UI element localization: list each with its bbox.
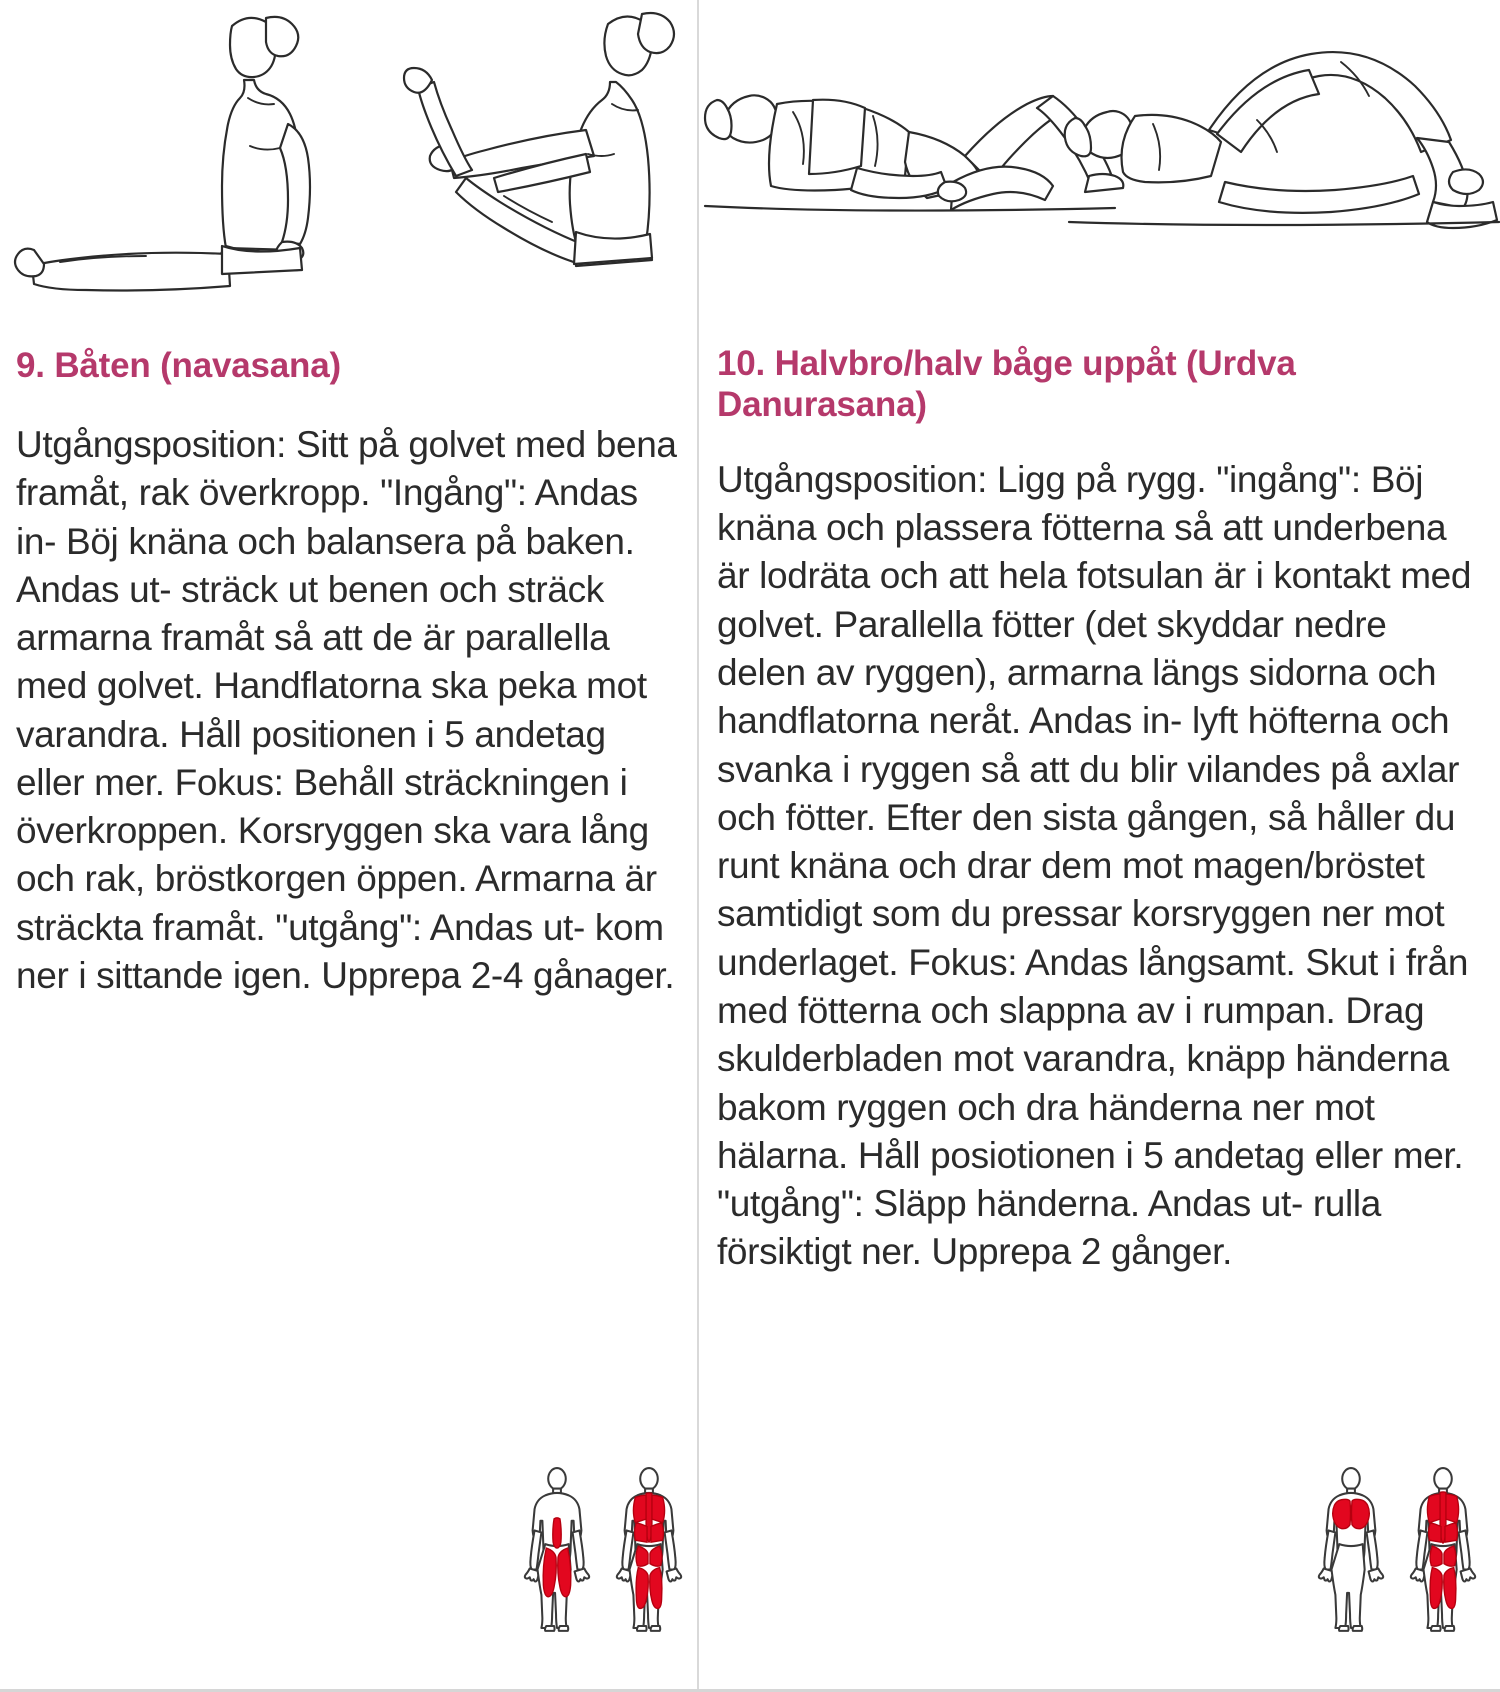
boat-pose-illustration [0,0,697,322]
illustration-band [0,0,1500,322]
left-exercise-instructions: Utgångsposition: Sitt på golvet med bena framåt, rak överkropp. "Ingång": Andas in- Böj knäna och balansera på baken. Andas ut- sträck ut benen och sträck armarna framåt så att de är parallella med golvet. Handflatorna ska peka mot varandra. Håll positionen i 5 andetag eller mer. Fokus: Behåll sträckningen i överkroppen. Korsryggen ska vara lång och rak, bröstkorgen öppen. Armarna är sträckta framåt. "utgång": Andas ut- kom ner i sittande igen. Upprepa 2-4 gånager. [16,423,687,997]
muscle-figure-front-pectorals [1312,1464,1390,1634]
right-muscle-figures [1312,1464,1482,1634]
column-divider-top [697,0,699,322]
muscle-figure-front-abs-quads [518,1464,596,1634]
muscle-figure-back-spine-glutes-hamstrings [610,1464,688,1634]
right-exercise-instructions: Utgångsposition: Ligg på rygg. "ingång": Böj knäna och plassera fötterna så att underbena är lodräta och att hela fotsulan är i kontakt med golvet. Parallella fötter (det skyddar nedre delen av ryggen), armarna längs sidorna och handflatorna neråt. Andas in- lyft höfterna och svanka i ryggen så att du blir vilandes på axlar och fötter. Efter den sista gången, så håller du runt knäna och drar dem mot magen/bröstet samtidigt som du pressar korsryggen ner mot underlaget. Fokus: Andas långsamt. Skut i från med fötterna och slappna av i rumpan. Drag skulderbladen mot varandra, knäpp händerna bakom ryggen och dra händerna ner mot hälarna. Håll posiotionen i 5 andetag eller mer. "utgång": Släpp händerna. Andas ut- rulla försiktigt ner. Upprepa 2 gånger. [717,458,1482,1273]
text-columns [0,322,1500,1692]
muscle-figure-back-trapezius-spine-glutes [1404,1464,1482,1634]
right-column [697,322,1500,1692]
bridge-pose-illustration [697,0,1500,322]
right-exercise-heading: 10. Halvbro/halv båge uppåt (Urdva Danurasana) [717,344,1296,424]
left-illustration [0,0,697,322]
left-column [0,322,697,1692]
right-illustration [697,0,1500,322]
left-exercise-heading: 9. Båten (navasana) [16,346,341,385]
left-muscle-figures [518,1464,688,1634]
